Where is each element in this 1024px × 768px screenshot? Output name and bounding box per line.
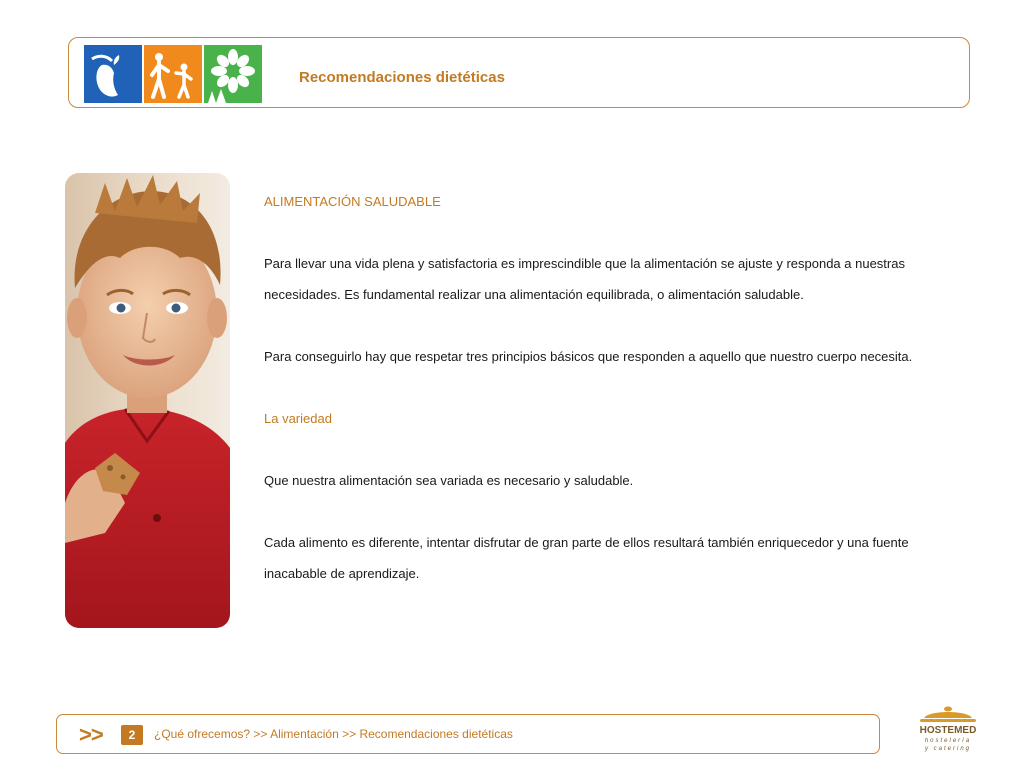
header-bar [68,37,970,108]
footer-bar [56,714,880,754]
apple-icon [84,45,142,103]
family-icon [144,45,202,103]
breadcrumb[interactable]: ¿Qué ofrecemos? >> Alimentación >> Recomendaciones dietéticas [154,727,513,741]
paragraph: Que nuestra alimentación sea variada es necesario y saludable. [264,473,634,488]
brand-tagline: y catering [924,746,971,752]
page-number-badge: 2 [121,725,143,745]
child-photo [65,173,230,628]
paragraph: Para conseguirlo hay que respetar tres principios básicos que responden a aquello que nuestro cuerpo necesita. [264,349,913,364]
cloche-icon [916,703,980,725]
paragraph: Para llevar una vida plena y satisfactoria es imprescindible que la alimentación se ajuste y responda a nuestras necesidades. Es fundamental realizar una alimentación equilibrada, o alimentación saludable. [264,256,905,302]
flower-icon [204,45,262,103]
hostemed-logo [916,703,980,753]
logo [84,45,263,103]
paragraph: Cada alimento es diferente, intentar disfrutar de gran parte de ellos resultará también enriquecedor y una fuente inacabable de aprendizaje. [264,535,909,581]
section-heading: ALIMENTACIÓN SALUDABLE [264,194,441,209]
page-title: Recomendaciones dietéticas [299,69,505,86]
content-area [264,186,944,589]
subheading: La variedad [264,411,332,426]
brand-name: HOSTEMED [919,725,977,736]
brand-tagline: hostelería [924,738,972,744]
nav-arrows-icon[interactable]: >> [79,722,103,747]
